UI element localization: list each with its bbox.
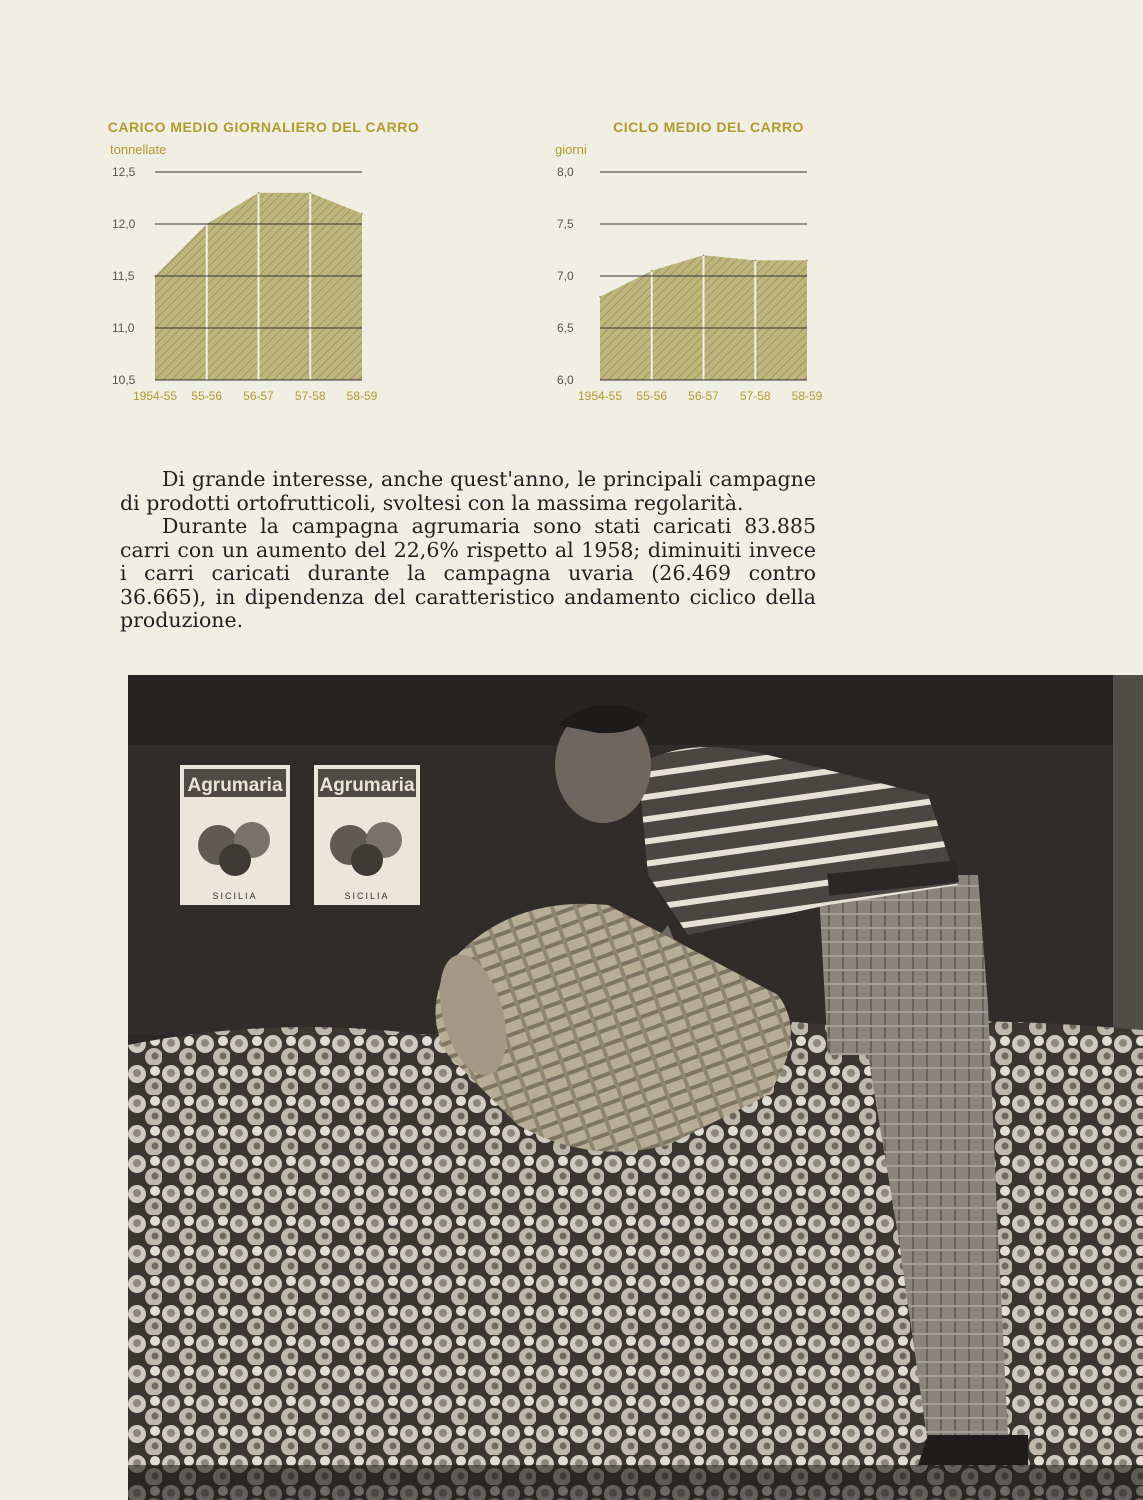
x-tick-label: 1954-55: [132, 389, 178, 403]
chart-ciclo-medio: [555, 110, 835, 410]
photo-floor-edge: [128, 1465, 1143, 1500]
x-tick-label: 1954-55: [577, 389, 623, 403]
y-tick-label: 12,5: [112, 165, 136, 179]
data-point: [309, 192, 311, 194]
y-axis-unit: giorni: [555, 142, 587, 157]
chart-title: CICLO MEDIO DEL CARRO: [613, 119, 804, 135]
chart-ciclo-medio-svg: [555, 110, 835, 410]
chart-carico-medio: [107, 110, 420, 410]
x-tick-label: 58-59: [346, 389, 378, 403]
poster-2-footer: SICILIA: [344, 891, 390, 901]
x-tick-label: 55-56: [636, 389, 668, 403]
poster-agrumaria-1: [180, 765, 290, 905]
y-tick-label: 8,0: [557, 165, 574, 179]
x-tick-label: 56-57: [243, 389, 274, 403]
photo-worker-loading-oranges: [128, 675, 1143, 1500]
x-tick-label: 58-59: [791, 389, 823, 403]
paragraph-2: Durante la campagna agrumaria sono stati caricati 83.885 carri con un aumento del 22,6% rispetto al 1958; diminuiti invece i carri caricati durante la campagna uvaria (26.469 contro 36.665), in dipendenza del caratteristico andamento ciclico della produzione.: [120, 514, 816, 632]
y-tick-label: 11,0: [112, 321, 135, 335]
poster-1-title: Agrumaria: [187, 775, 283, 796]
chart-title: CARICO MEDIO GIORNALIERO DEL CARRO: [107, 119, 420, 135]
paragraph-1: Di grande interesse, anche quest'anno, le principali campagne di prodotti ortofrutticoli, svoltesi con la massima regolarità.: [120, 467, 816, 515]
data-point: [258, 192, 260, 194]
y-tick-label: 11,5: [112, 269, 135, 283]
photo-illustration: [128, 675, 1143, 1500]
y-tick-label: 7,0: [557, 269, 574, 283]
data-point: [806, 260, 808, 262]
x-tick-label: 56-57: [688, 389, 719, 403]
y-tick-label: 12,0: [112, 217, 136, 231]
poster-agrumaria-2: [314, 765, 420, 905]
y-tick-label: 7,5: [557, 217, 574, 231]
poster-2-title: Agrumaria: [319, 775, 415, 796]
poster-1-footer: SICILIA: [212, 891, 258, 901]
chart-carico-medio-svg: [107, 110, 420, 410]
data-point: [361, 213, 363, 215]
body-text: [120, 468, 816, 633]
data-point: [754, 260, 756, 262]
y-axis-unit: tonnellate: [110, 142, 167, 157]
data-point: [599, 296, 601, 298]
y-tick-label: 6,5: [557, 321, 574, 335]
y-tick-label: 10,5: [112, 373, 136, 387]
x-tick-label: 55-56: [191, 389, 223, 403]
data-point: [651, 270, 653, 272]
data-point: [703, 254, 705, 256]
x-tick-label: 57-58: [739, 389, 771, 403]
x-tick-label: 57-58: [294, 389, 326, 403]
y-tick-label: 6,0: [557, 373, 574, 387]
